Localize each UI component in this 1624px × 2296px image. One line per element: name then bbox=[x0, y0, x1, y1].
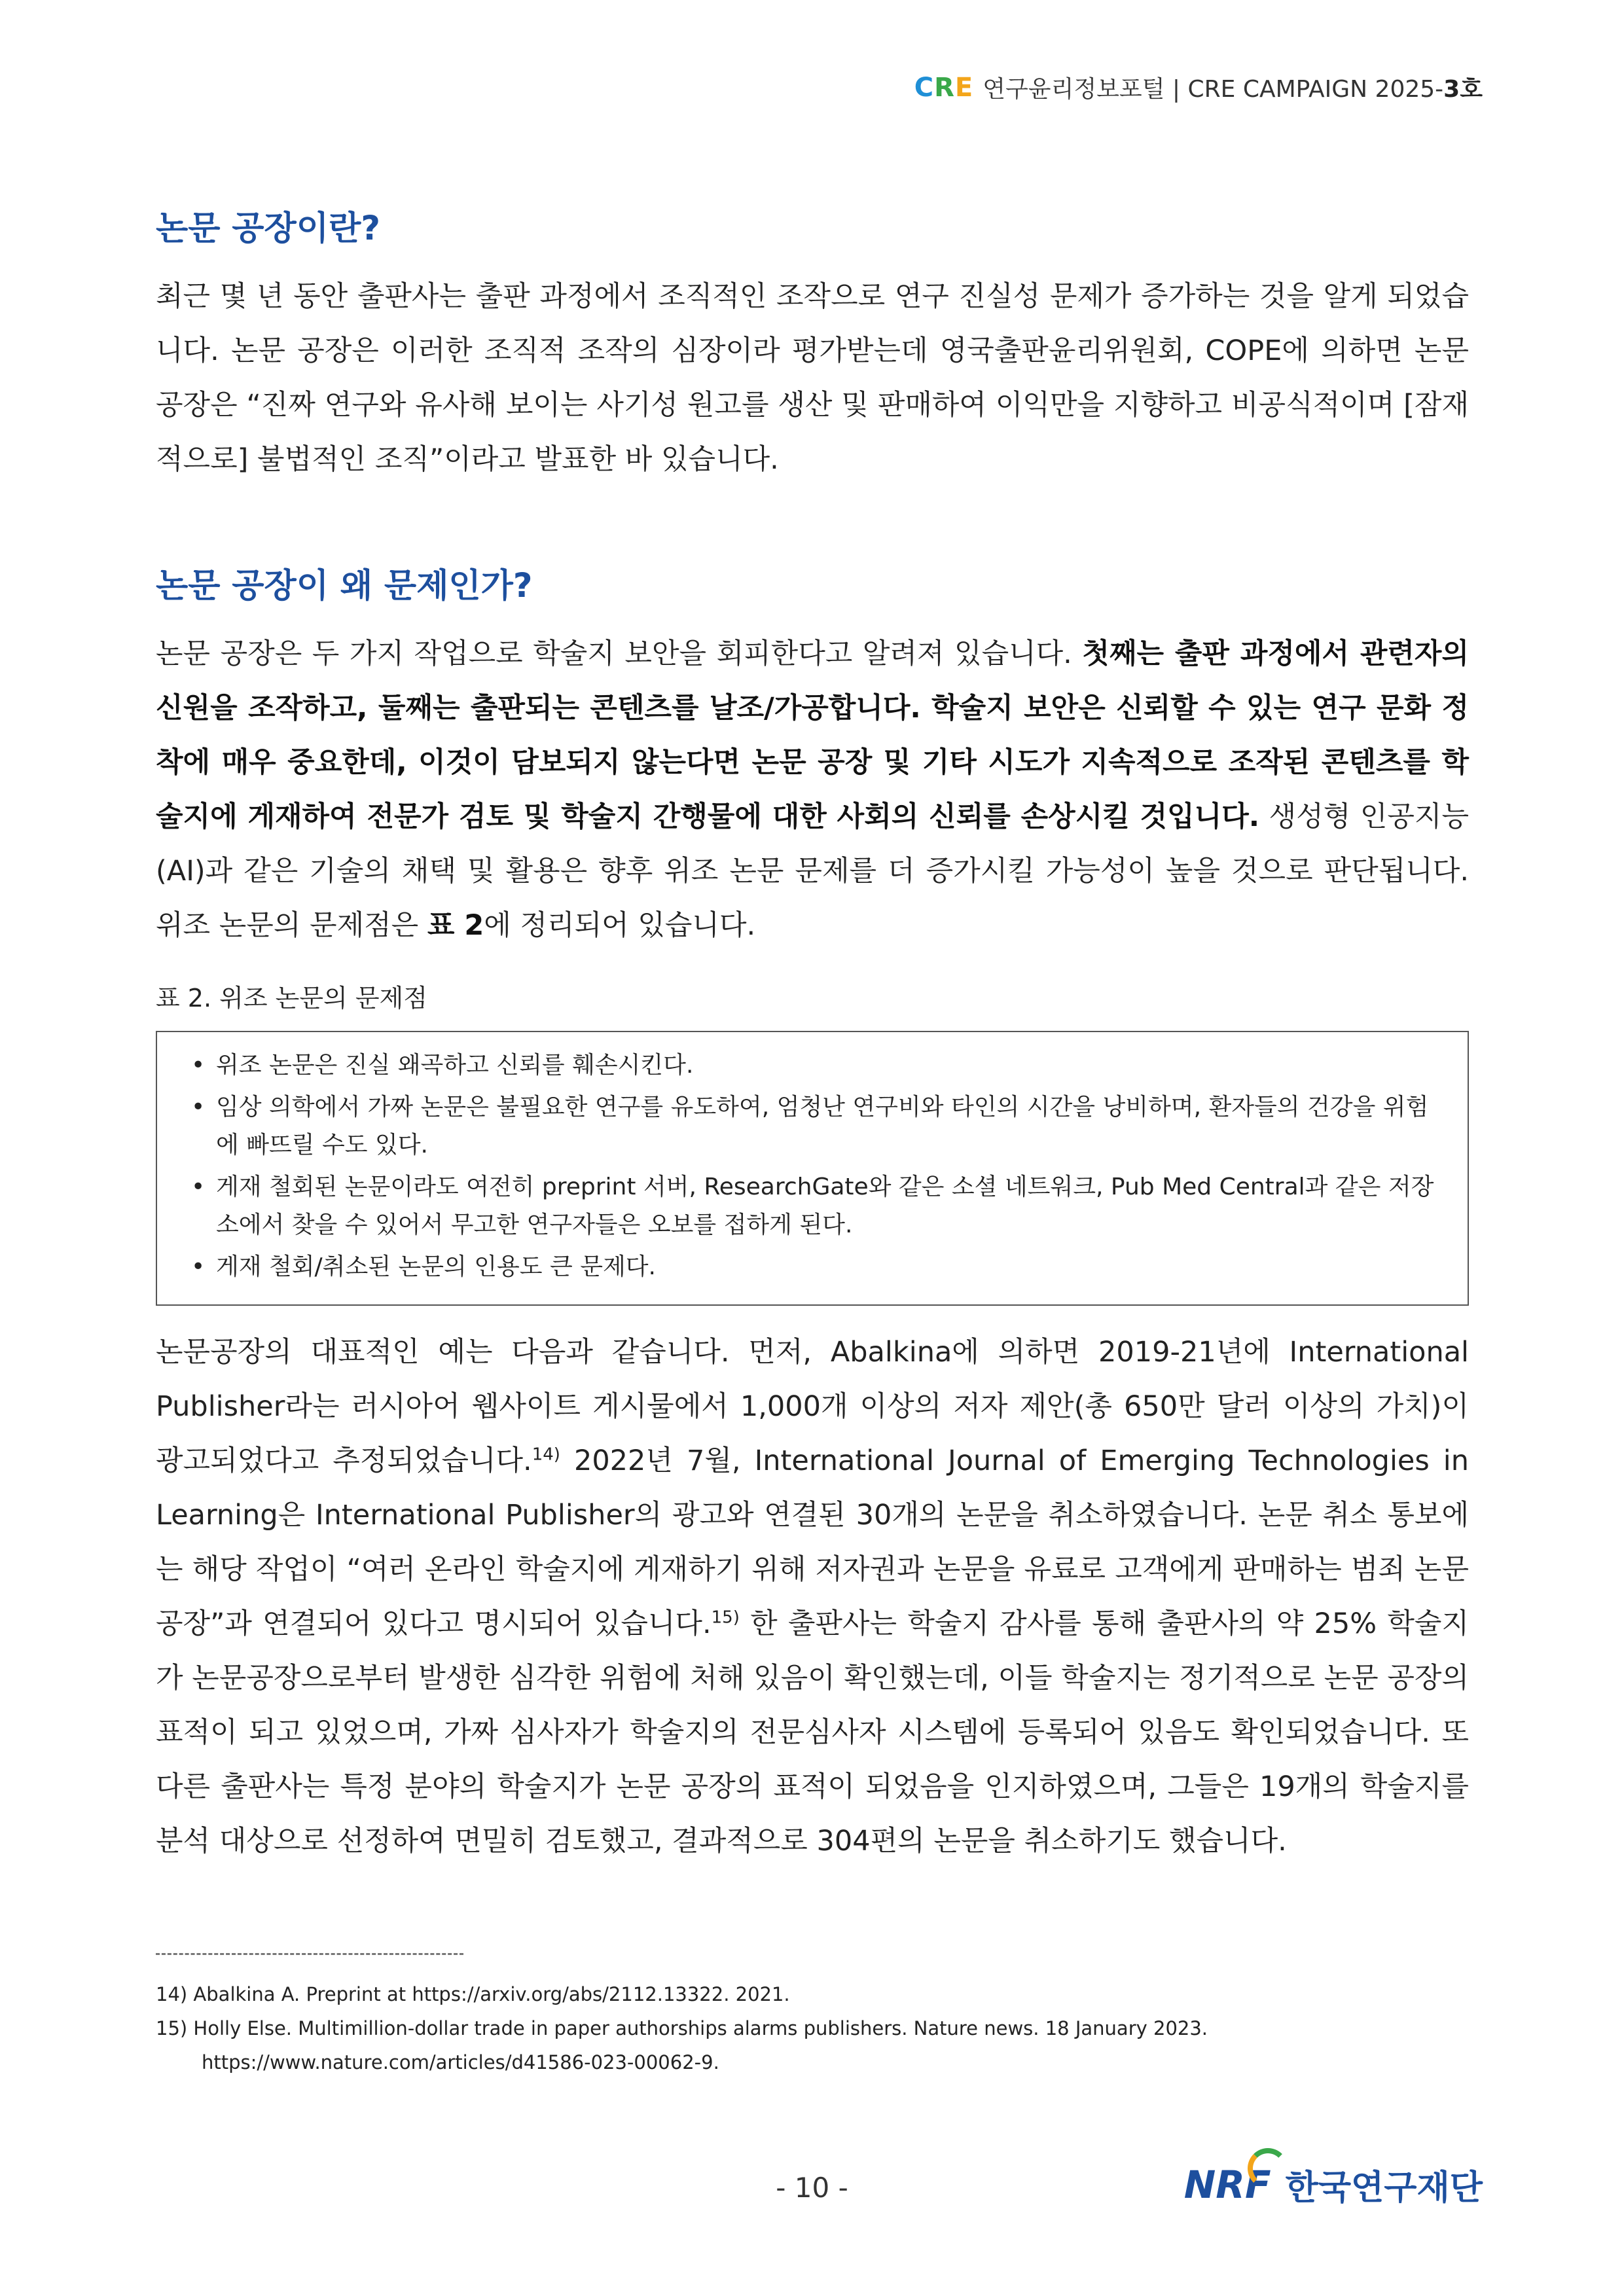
section3-body: 논문공장의 대표적인 예는 다음과 같습니다. 먼저, Abalkina에 의하면 2019-21년에 International Publisher라는 러시아어 웹사이트 게시물에서 1,000개 이상의 저자 제안(총 650만 달러 이상의 가치)이 광고되었다고 추정되었습니다.$^{14)}$ 2022년 7월, International Journal of Emerging Technologies in Learning은 International Publisher의 광고와 연결된 30개의 논문을 취소하였습니다. 논문 취소 통보에는 해당 작업이 “여러 온라인 학술지에 게재하기 위해 저자권과 논문을 유료로 고객에게 판매하는 범죄 논문 공장”과 연결되어 있다고 명시되어 있습니다.$^{15)}$ 한 출판사는 학술지 감사를 통해 출판사의 약 25% 학술지가 논문공장으로부터 발생한 심각한 위험에 처해 있음이 확인했는데, 이들 학술지는 정기적으로 논문 공장의 표적이 되고 있었으며, 가짜 심사자가 학술지의 전문심사자 시스템에 등록되어 있음도 확인되었습니다. 또 다른 출판사는 특정 분야의 학술지가 논문 공장의 표적이 되었음을 인지하였으며, 그들은 19개의 학술지를 분석 대상으로 선정하여 면밀히 검토했고, 결과적으로 304편의 논문을 취소하기도 했습니다. bbox=[156, 1336, 1469, 1857]
page-number: - 10 - bbox=[776, 2172, 848, 2204]
section-title-why-problem: 논문 공장이 왜 문제인가? bbox=[156, 567, 533, 605]
header-portal-text: 연구윤리정보포털 | CRE CAMPAIGN 2025-3호 bbox=[983, 76, 1483, 103]
section2-body: 논문 공장은 두 가지 작업으로 학술지 보안을 회피한다고 알려져 있습니다. 첫째는 출판 과정에서 관련자의 신원을 조작하고, 둘째는 출판되는 콘텐츠를 날조/가공합니다. 학술지 보안은 신뢰할 수 있는 연구 문화 정착에 매우 중요한데, 이것이 담보되지 않는다면 논문 공장 및 기타 시도가 지속적으로 조작된 콘텐츠를 학술지에 게재하여 전문가 검토 및 학술지 간행물에 대한 사회의 신뢰를 손상시킬 것입니다. 생성형 인공지능(AI)과 같은 기술의 채택 및 활용은 향후 위조 논문 문제를 더 증가시킬 가능성이 높을 것으로 판단됩니다. 위조 논문의 문제점은 표 2에 정리되어 있습니다. bbox=[156, 637, 1470, 942]
nrf-org-name: 한국연구재단 bbox=[1285, 2168, 1483, 2208]
issue-number: 3호 bbox=[1443, 76, 1483, 103]
problems-list bbox=[191, 1047, 1441, 1286]
problems-box bbox=[156, 1031, 1469, 1306]
section-title-what-is-paper-mill: 논문 공장이란? bbox=[156, 209, 380, 248]
cre-logo: CRE bbox=[914, 72, 974, 103]
footnote-divider bbox=[156, 1953, 463, 1955]
list-item: • 게재 철회된 논문이라도 여전히 preprint 서버, ResearchGate와 같은 소셜 네트워크, Pub Med Central과 같은 저장소에서 찾을 수 있어서 무고한 연구자들은 오보를 접하게 된다. bbox=[191, 1168, 1441, 1244]
footnote-ref-14[interactable]: 14) bbox=[532, 1444, 560, 1465]
footnotes bbox=[156, 1953, 1469, 2079]
list-item: • 게재 철회/취소된 논문의 인용도 큰 문제다. bbox=[191, 1248, 1441, 1286]
section1-body: 최근 몇 년 동안 출판사는 출판 과정에서 조직적인 조작으로 연구 진실성 문제가 증가하는 것을 알게 되었습니다. 논문 공장은 이러한 조직적 조작의 심장이라 평가받는데 영국출판윤리위원회, COPE에 의하면 논문 공장은 “진짜 연구와 유사해 보이는 사기성 원고를 생산 및 판매하여 이익만을 지향하고 비공식적이며 [잠재적으로] 불법적인 조직”이라고 발표한 바 있습니다. bbox=[156, 280, 1469, 476]
main-content bbox=[156, 203, 1469, 1869]
section2-bold-text: 첫째는 출판 과정에서 관련자의 신원을 조작하고, 둘째는 출판되는 콘텐츠를 날조/가공합니다. 학술지 보안은 신뢰할 수 있는 연구 문화 정착에 매우 중요한데, 이것이 담보되지 않는다면 논문 공장 및 기타 시도가 지속적으로 조작된 콘텐츠를 학술지에 게재하여 전문가 검토 및 학술지 간행물에 대한 사회의 신뢰를 손상시킬 것입니다. bbox=[156, 637, 1470, 833]
page-header bbox=[914, 71, 1483, 104]
list-item: • 위조 논문은 진실 왜곡하고 신뢰를 훼손시킨다. bbox=[191, 1047, 1441, 1085]
table-caption: 표 2. 위조 논문의 문제점 bbox=[156, 984, 427, 1013]
table-reference: 표 2 bbox=[427, 909, 484, 942]
footnote-ref-15[interactable]: 15) bbox=[711, 1607, 740, 1628]
footnote-15: 15) Holly Else. Multimillion-dollar trade in paper authorships alarms publishers. Nature news. 18 January 2023. https://www.nature.com/articles/d41586-023-00062-9. bbox=[156, 2017, 1208, 2073]
list-item: • 임상 의학에서 가짜 논문은 불필요한 연구를 유도하여, 엄청난 연구비와 타인의 시간을 낭비하며, 환자들의 건강을 위험에 빠뜨릴 수도 있다. bbox=[191, 1088, 1441, 1164]
nrf-logo bbox=[1184, 2160, 1483, 2209]
nrf-logo-mark: NRF bbox=[1184, 2162, 1271, 2207]
footnote-14: 14) Abalkina A. Preprint at https://arxiv.org/abs/2112.13322. 2021. bbox=[156, 1983, 790, 2005]
